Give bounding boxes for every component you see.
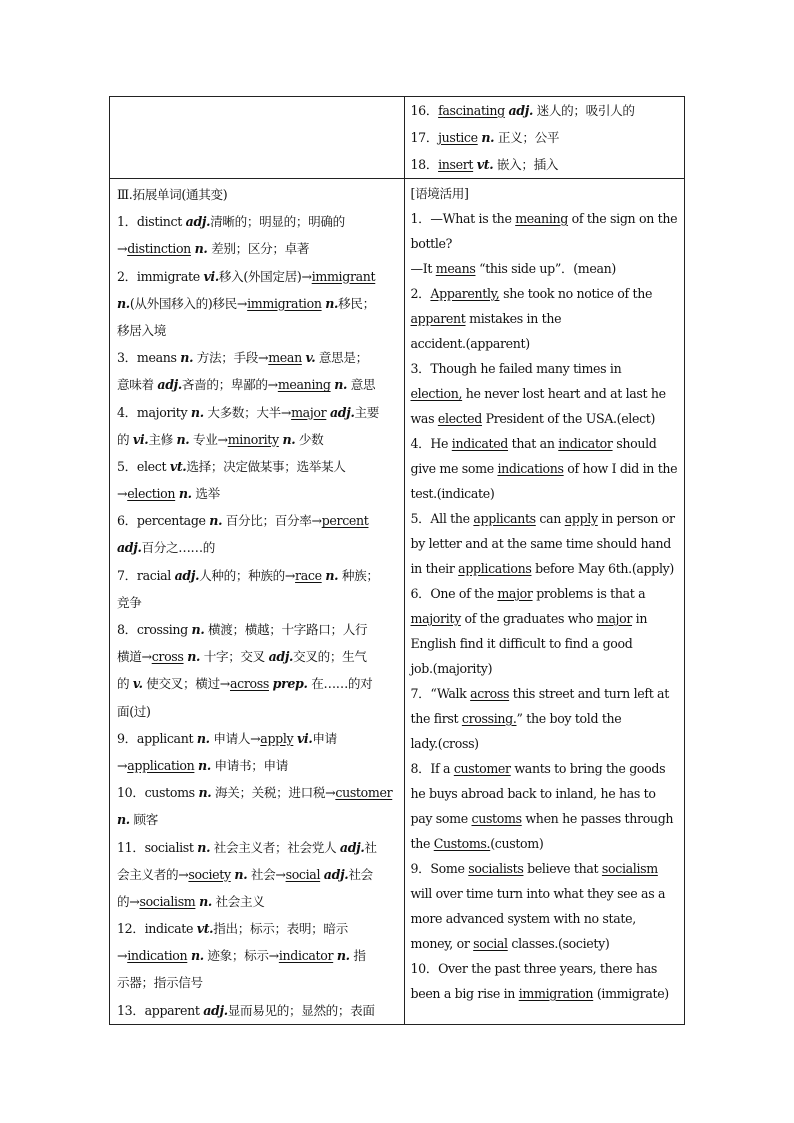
text-segment: 少数 [295, 431, 324, 447]
text-line [110, 290, 404, 317]
text-segment: pay some [410, 811, 472, 826]
answer-word: society [188, 866, 231, 882]
text-line [110, 453, 404, 480]
answer-word: apparent [410, 311, 466, 326]
text-segment: should [612, 436, 657, 451]
answer-word: fascinating [438, 103, 505, 118]
text-segment: 选举 [191, 486, 220, 502]
text-line [405, 606, 685, 631]
text-segment: 移民； [338, 295, 375, 311]
part-of-speech: n. [234, 866, 248, 882]
word-expansion-lines [110, 179, 404, 1024]
text-segment: mistakes in the [465, 311, 562, 326]
text-line [405, 124, 685, 151]
text-line [405, 456, 685, 481]
text-line [110, 235, 404, 262]
text-line [110, 861, 404, 888]
vocab-lines [405, 97, 685, 178]
part-of-speech: n. [178, 486, 192, 502]
text-segment: 社会主义者；社会党人 [210, 839, 340, 855]
text-line [110, 181, 404, 208]
text-segment: 在……的对 [307, 676, 373, 692]
text-line [110, 534, 404, 561]
text-line [405, 151, 685, 178]
text-segment: of the sign on the [567, 211, 678, 226]
part-of-speech: n. [191, 622, 205, 637]
text-line [405, 956, 685, 981]
part-of-speech: v. [132, 676, 143, 692]
text-segment: 方法；手段→ [193, 350, 269, 366]
text-segment: 意思是； [315, 350, 368, 366]
part-of-speech: n. [198, 785, 212, 801]
answer-word: indicated [451, 436, 509, 451]
text-segment: lady.(cross) [410, 736, 479, 751]
text-segment: 7．“Walk [410, 686, 471, 701]
text-segment: 18． [410, 157, 439, 172]
part-of-speech: n. [117, 812, 130, 828]
answer-word: indications [497, 461, 564, 476]
text-segment: 5．elect [117, 458, 170, 474]
text-segment: more advanced system with no state, [410, 911, 636, 926]
text-line [405, 881, 685, 906]
text-segment: 9．applicant [117, 730, 197, 746]
text-segment: 17． [410, 130, 439, 145]
text-segment: 十字；交叉 [200, 649, 269, 665]
text-line [405, 181, 685, 206]
part-of-speech: adj. [329, 404, 355, 420]
answer-word: apply [564, 511, 598, 526]
text-line [110, 643, 404, 670]
part-of-speech: n. [176, 431, 190, 447]
text-segment: 6．percentage [117, 513, 210, 529]
part-of-speech: vi. [203, 268, 219, 284]
text-segment: 社 [364, 839, 377, 855]
text-segment: [语境活用] [410, 186, 469, 201]
text-segment: 移入(外国定居)→ [218, 268, 312, 284]
text-line [405, 331, 685, 356]
part-of-speech: n. [197, 839, 211, 855]
text-line [405, 681, 685, 706]
text-segment: 的→ [117, 893, 140, 909]
word-expansion-cell [110, 179, 405, 1025]
text-segment: 申请 [312, 730, 337, 746]
answer-word: election [127, 486, 176, 502]
answer-word: major [497, 586, 533, 601]
text-segment: 迹象；标示→ [203, 948, 279, 964]
answer-word: meaning [515, 211, 568, 226]
answer-word: applicants [473, 511, 536, 526]
text-segment: (immigrate) [593, 986, 669, 1001]
text-line [110, 399, 404, 426]
answer-word: socialists [468, 861, 524, 876]
part-of-speech: n. [117, 295, 130, 311]
text-segment: 人种的；种族的→ [199, 567, 296, 583]
part-of-speech: n. [325, 295, 339, 311]
text-segment: before May 6th.(apply) [531, 561, 674, 576]
text-segment: 示器；指示信号 [117, 975, 203, 991]
text-segment: 10．customs [117, 785, 199, 801]
text-line [405, 206, 685, 231]
part-of-speech: adj. [117, 540, 142, 556]
text-line [110, 752, 404, 779]
answer-word: crossing. [461, 711, 517, 726]
text-line [405, 781, 685, 806]
answer-word: immigration [518, 986, 594, 1001]
table-row [110, 97, 685, 179]
text-line [110, 562, 404, 589]
text-segment: that an [508, 436, 559, 451]
text-line [110, 263, 404, 290]
answer-word: customer [453, 761, 511, 776]
part-of-speech: prep. [272, 676, 308, 692]
text-line [405, 406, 685, 431]
text-segment: 指出；标示；表明；暗示 [213, 921, 348, 937]
answer-word: percent [321, 513, 369, 529]
text-segment: —It [410, 261, 436, 276]
text-segment: wants to bring the goods [510, 761, 666, 776]
text-line [405, 256, 685, 281]
text-line [110, 670, 404, 697]
text-line [110, 997, 404, 1024]
text-line [110, 834, 404, 861]
text-segment: 百分之……的 [141, 540, 215, 556]
answer-word: apply [260, 730, 294, 746]
answer-word: race [295, 567, 322, 583]
text-segment: 顾客 [129, 812, 158, 828]
text-segment: classes.(society) [507, 936, 610, 951]
text-line [405, 381, 685, 406]
text-segment: 1．distinct [117, 214, 186, 230]
answer-word: means [435, 261, 476, 276]
part-of-speech: vt. [196, 921, 214, 937]
text-segment: 申请书；申请 [210, 757, 289, 773]
text-segment: she took no notice of the [499, 286, 653, 301]
text-segment: accident.(apparent) [410, 336, 530, 351]
part-of-speech: adj. [203, 1002, 228, 1018]
part-of-speech: n. [187, 649, 201, 665]
text-segment: 7．racial [117, 567, 175, 583]
text-line [110, 725, 404, 752]
text-segment: this street and turn left at [509, 686, 669, 701]
text-segment: 社会 [348, 866, 373, 882]
answer-word: socialism [139, 893, 196, 909]
text-segment: 使交叉；横过→ [142, 676, 230, 692]
answer-word: social [285, 866, 321, 882]
text-line [110, 698, 404, 725]
text-segment: 主要 [354, 404, 379, 420]
text-segment: (从外国移入的)移民→ [129, 295, 248, 311]
text-segment: English find it difficult to find a good [410, 636, 633, 651]
context-practice-lines [405, 179, 685, 1006]
text-segment: give me some [410, 461, 498, 476]
text-segment: → [117, 948, 128, 964]
text-line [110, 888, 404, 915]
text-segment: been a big rise in [410, 986, 519, 1001]
text-line [110, 942, 404, 969]
part-of-speech: n. [199, 893, 212, 909]
text-line [110, 344, 404, 371]
text-segment: 申请人→ [209, 730, 261, 746]
text-segment: 差别；区分；卓著 [207, 241, 310, 257]
text-segment: 13．apparent [117, 1002, 204, 1018]
part-of-speech: n. [196, 730, 210, 746]
text-segment: 专业→ [189, 431, 228, 447]
text-segment: in [632, 611, 648, 626]
text-segment: 横渡；横越；十字路口；人行 [204, 622, 368, 637]
answer-word: minority [227, 431, 279, 447]
text-segment: of how I did in the [563, 461, 678, 476]
part-of-speech: n. [481, 130, 495, 145]
text-segment: 吝啬的；卑鄙的→ [181, 377, 278, 393]
text-line [405, 656, 685, 681]
part-of-speech: vt. [169, 458, 187, 474]
context-practice-cell [404, 179, 685, 1025]
text-segment: problems is that a [532, 586, 646, 601]
text-segment: → [117, 241, 128, 257]
text-segment: by letter and at the same time should hand [410, 536, 671, 551]
answer-word: socialism [601, 861, 658, 876]
text-segment: 5．All the [410, 511, 474, 526]
text-segment: 指 [349, 948, 366, 964]
part-of-speech: n. [282, 431, 296, 447]
part-of-speech: vt. [476, 157, 494, 172]
part-of-speech: adj. [185, 214, 211, 230]
part-of-speech: adj. [323, 866, 349, 882]
text-segment: 面(过) [117, 703, 151, 719]
text-line [405, 481, 685, 506]
text-segment: bottle? [410, 236, 453, 251]
answer-word: elected [437, 411, 482, 426]
text-segment: 主修 [148, 431, 177, 447]
text-segment: 4．majority [117, 404, 191, 420]
part-of-speech: n. [198, 757, 211, 773]
answer-word: majority [410, 611, 461, 626]
answer-word: indicator [558, 436, 613, 451]
text-segment: ” the boy told the [516, 711, 622, 726]
text-segment: 4．He [410, 436, 452, 451]
text-segment: 11．socialist [117, 839, 198, 855]
text-segment: can [535, 511, 565, 526]
answer-word: indicator [278, 948, 334, 964]
text-segment: President of the USA.(elect) [481, 411, 656, 426]
text-segment: → [117, 757, 128, 773]
text-line [110, 371, 404, 398]
part-of-speech: n. [180, 350, 194, 366]
text-segment: 清晰的；明显的；明确的 [210, 214, 345, 230]
part-of-speech: adj. [174, 567, 200, 583]
part-of-speech: vi. [296, 730, 313, 746]
text-segment: test.(indicate) [410, 486, 495, 501]
text-segment: 2．immigrate [117, 268, 204, 284]
text-segment: 3．means [117, 350, 181, 366]
text-line [405, 581, 685, 606]
text-line [405, 631, 685, 656]
text-segment: 3．Though he failed many times in [410, 361, 622, 376]
part-of-speech: n. [336, 948, 350, 964]
text-line [405, 806, 685, 831]
answer-word: justice [438, 130, 478, 145]
answer-word: across [470, 686, 510, 701]
text-segment: 意味着 [117, 377, 158, 393]
answer-word: cross [151, 649, 184, 665]
text-segment: 显而易见的；显然的；表面 [227, 1002, 375, 1018]
text-line [405, 906, 685, 931]
text-line [110, 589, 404, 616]
answer-word: mean [268, 350, 302, 366]
answer-word: Customs. [433, 836, 491, 851]
answer-word: application [127, 757, 195, 773]
text-line [405, 356, 685, 381]
text-segment: 百分比；百分率→ [222, 513, 322, 529]
text-segment: 社会→ [247, 866, 286, 882]
text-line [405, 97, 685, 124]
text-line [405, 556, 685, 581]
text-line [110, 969, 404, 996]
table-row [110, 179, 685, 1025]
part-of-speech: adj. [157, 377, 182, 393]
answer-word: distinction [127, 241, 191, 257]
text-segment: “this side up”．(mean) [475, 261, 616, 276]
text-segment: 的 [117, 676, 133, 692]
text-segment: of the graduates who [460, 611, 597, 626]
text-segment: 迷人的；吸引人的 [533, 103, 635, 118]
part-of-speech: adj. [339, 839, 365, 855]
text-segment: 8．crossing [117, 622, 192, 637]
part-of-speech: n. [190, 948, 204, 964]
text-segment: he never lost heart and at last he [462, 386, 666, 401]
text-line [110, 426, 404, 453]
text-segment: job.(majority) [410, 661, 493, 676]
text-line [405, 981, 685, 1006]
text-line [110, 480, 404, 507]
text-line [405, 931, 685, 956]
text-segment: he buys abroad back to inland, he has to [410, 786, 656, 801]
text-line [110, 507, 404, 534]
text-line [110, 208, 404, 235]
text-line [405, 431, 685, 456]
part-of-speech: adj. [508, 103, 533, 118]
part-of-speech: n. [190, 404, 204, 420]
text-segment: 9．Some [410, 861, 469, 876]
text-segment: 16． [410, 103, 439, 118]
vocab-list-top [404, 97, 685, 179]
text-segment: 8．If a [410, 761, 454, 776]
text-line [110, 779, 404, 806]
text-segment: 10．Over the past three years, there has [410, 961, 657, 976]
text-line [405, 306, 685, 331]
answer-word: applications [458, 561, 532, 576]
part-of-speech: n. [334, 377, 348, 393]
part-of-speech: n. [209, 513, 223, 529]
text-line [405, 731, 685, 756]
answer-word: major [596, 611, 632, 626]
text-segment: 嵌入；插入 [493, 157, 559, 172]
text-segment: when he passes through [521, 811, 674, 826]
answer-word: Apparently, [430, 286, 500, 301]
answer-word: customs [471, 811, 522, 826]
answer-word: immigration [247, 295, 322, 311]
text-segment: 选择；决定做某事；选举某人 [186, 458, 346, 474]
text-segment: money, or [410, 936, 474, 951]
text-line [405, 856, 685, 881]
part-of-speech: adj. [268, 649, 294, 665]
text-line [110, 915, 404, 942]
text-segment: 社会主义 [211, 893, 265, 909]
text-segment: → [117, 486, 128, 502]
text-segment: believe that [523, 861, 602, 876]
text-segment: in person or [597, 511, 675, 526]
text-segment: 意思 [347, 377, 376, 393]
text-line [110, 317, 404, 344]
part-of-speech: vi. [132, 431, 149, 447]
text-segment: was [410, 411, 438, 426]
answer-word: insert [438, 157, 474, 172]
part-of-speech: n. [194, 241, 208, 257]
text-segment: will over time turn into what they see as a [410, 886, 666, 901]
text-segment: 1．—What is the [410, 211, 516, 226]
text-line [405, 281, 685, 306]
text-segment: Ⅲ.拓展单词(通其变) [117, 187, 228, 202]
vocabulary-table [109, 96, 685, 1025]
text-segment: in their [410, 561, 459, 576]
text-segment: 移居入境 [117, 322, 166, 338]
part-of-speech: v. [305, 350, 316, 366]
text-line [405, 706, 685, 731]
text-segment: 会主义者的→ [117, 866, 189, 882]
text-line [405, 831, 685, 856]
text-segment: 2． [410, 286, 431, 301]
empty-cell [110, 97, 405, 179]
text-segment: 正义；公平 [494, 130, 560, 145]
text-segment: the first [410, 711, 462, 726]
text-segment: (custom) [490, 836, 544, 851]
text-segment: 种族； [338, 567, 379, 583]
text-segment: 横道→ [117, 649, 152, 665]
text-segment: 交叉的；生气 [293, 649, 367, 665]
answer-word: election, [410, 386, 463, 401]
text-segment: 大多数；大半→ [203, 404, 292, 420]
text-line [405, 506, 685, 531]
text-line [110, 616, 404, 643]
text-segment: 海关；关税；进口税→ [211, 785, 336, 801]
answer-word: social [473, 936, 508, 951]
answer-word: customer [335, 785, 393, 801]
text-line [110, 806, 404, 833]
text-segment: 6．One of the [410, 586, 498, 601]
text-segment: 12．indicate [117, 921, 197, 937]
text-line [405, 531, 685, 556]
text-segment: the [410, 836, 434, 851]
text-line [405, 231, 685, 256]
part-of-speech: n. [325, 567, 339, 583]
text-line [405, 756, 685, 781]
text-segment: 的 [117, 431, 133, 447]
answer-word: meaning [277, 377, 331, 393]
answer-word: across [229, 676, 269, 692]
answer-word: immigrant [311, 268, 376, 284]
answer-word: major [291, 404, 327, 420]
text-segment: 竞争 [117, 594, 142, 610]
answer-word: indication [127, 948, 188, 964]
